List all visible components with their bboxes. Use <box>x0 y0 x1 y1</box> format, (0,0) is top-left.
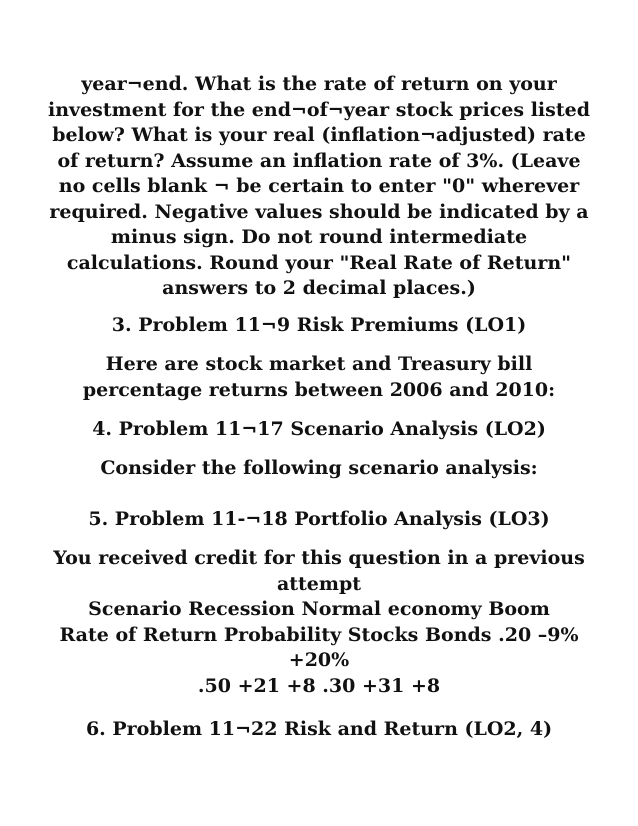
problem3-line: Here are stock market and Treasury bill <box>105 353 533 375</box>
intro-line: year¬end. What is the rate of return on your <box>81 73 557 95</box>
problem3-heading: 3. Problem 11¬9 Risk Premiums (LO1) <box>111 314 527 336</box>
intro-line: calculations. Round your "Real Rate of Return" <box>66 251 572 274</box>
problem4-heading: 4. Problem 11¬17 Scenario Analysis (LO2) <box>92 418 546 440</box>
intro-paragraph <box>40 72 598 302</box>
problem4-text: Consider the following scenario analysis: <box>100 457 538 479</box>
intro-line: minus sign. Do not round intermediate <box>110 226 528 248</box>
problem5-line: Scenario Recession Normal economy Boom <box>88 598 550 620</box>
intro-line: investment for the end¬of¬year stock prices listed <box>48 98 590 121</box>
problem5-line: .50 +21 +8 .30 +31 +8 <box>197 674 441 697</box>
problem5-paragraph <box>40 546 598 699</box>
intro-line: of return? Assume an inflation rate of 3%. (Leave <box>57 149 581 172</box>
intro-line: answers to 2 decimal places.) <box>162 277 476 299</box>
problem6-heading: 6. Problem 11¬22 Risk and Return (LO2, 4) <box>85 718 553 740</box>
problem3-line: percentage returns between 2006 and 2010: <box>82 378 556 401</box>
problem5-line: attempt <box>276 572 362 595</box>
intro-line: no cells blank ¬ be certain to enter "0" wherever <box>58 175 580 197</box>
problem5-heading: 5. Problem 11-¬18 Portfolio Analysis (LO3) <box>88 508 550 530</box>
problem3-paragraph <box>40 352 598 403</box>
problem5-line: Rate of Return Probability Stocks Bonds .20 –9% <box>59 623 579 646</box>
problem5-line: You received credit for this question in a previous <box>53 547 585 569</box>
intro-line: required. Negative values should be indicated by a <box>49 200 589 223</box>
intro-line: below? What is your real (inflation¬adjusted) rate <box>52 124 586 146</box>
problem5-line: +20% <box>288 649 350 671</box>
